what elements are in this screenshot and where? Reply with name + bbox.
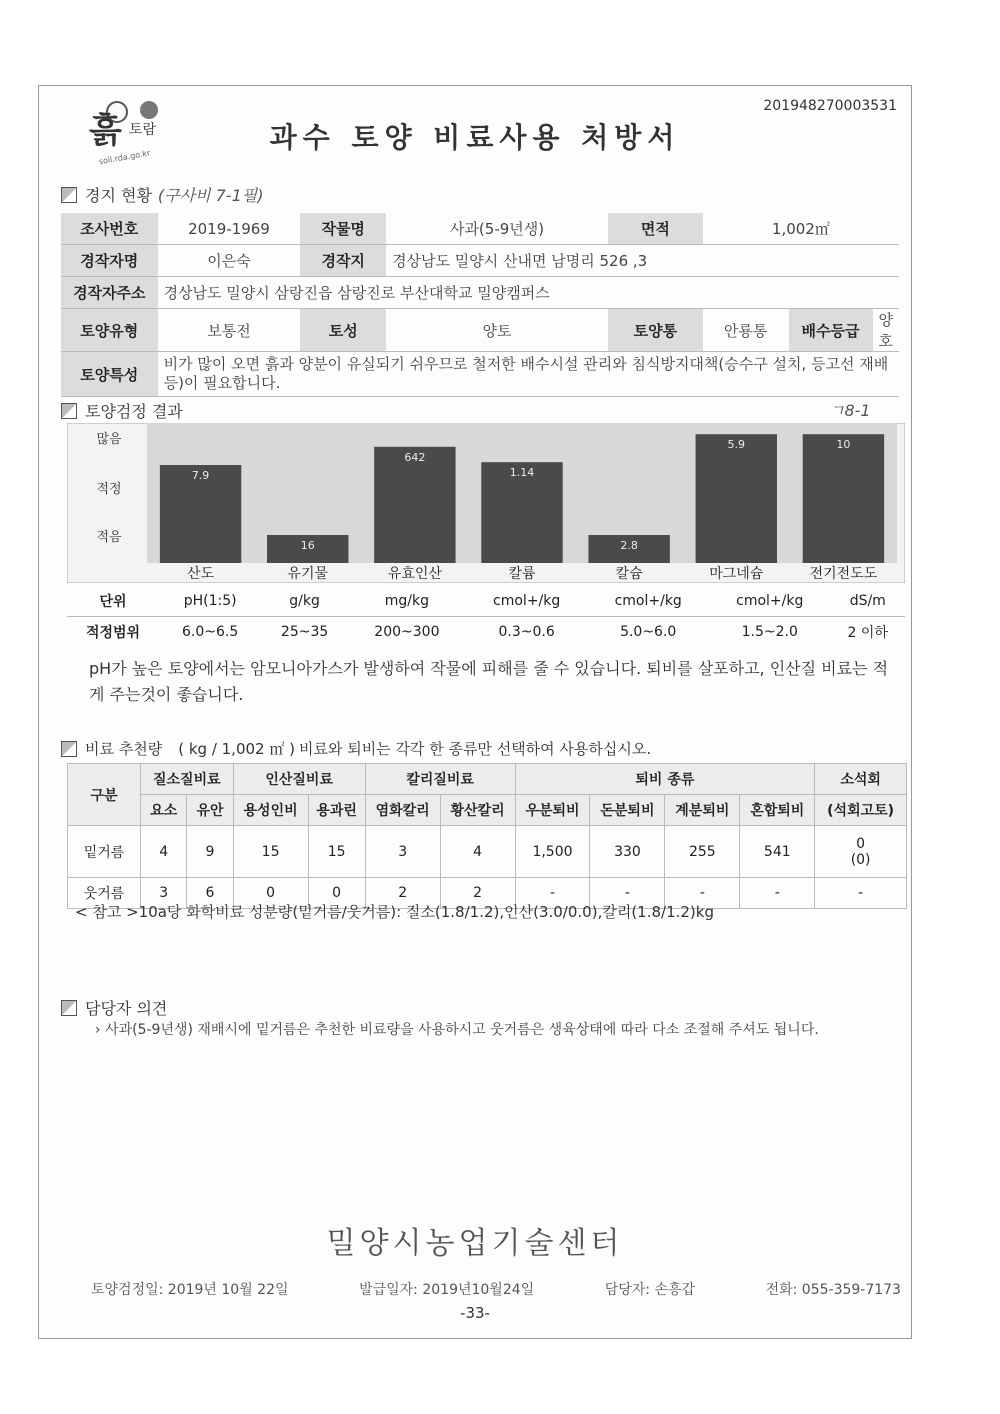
section-field-title: 경지 현황 — [85, 186, 152, 205]
range-cell: 0.3~0.6 — [498, 624, 555, 640]
category-label: 마그네슘 — [709, 566, 764, 582]
category-label: 유효인산 — [387, 566, 442, 582]
survey-no: 2019-1969 — [158, 213, 301, 245]
col-header: 유안 — [187, 795, 233, 826]
soil-test-chart — [67, 423, 905, 583]
field-info-table — [61, 213, 899, 397]
table-cell: 15 — [308, 826, 365, 878]
unit-cell: cmol+/kg — [614, 593, 682, 609]
table-cell: 255 — [665, 826, 740, 878]
col-header: 우분퇴비 — [515, 795, 590, 826]
section-opinion-header — [61, 996, 167, 1019]
handwritten-note: (구사비 7-1필) — [157, 186, 264, 205]
phone: 전화: 055-359-7173 — [765, 1282, 901, 1298]
soil-type-label: 토양유형 — [61, 309, 158, 352]
bar-value-label: 2.8 — [620, 539, 638, 552]
section-icon — [61, 403, 77, 419]
crop: 사과(5-9년생) — [386, 213, 608, 245]
unit-cell: pH(1:5) — [183, 593, 237, 609]
col-header: 염화칼리 — [365, 795, 440, 826]
texture-label: 토성 — [300, 309, 386, 352]
section-opinion-title: 담당자 의견 — [85, 999, 168, 1018]
range-cell: 2 이하 — [847, 625, 888, 641]
bar-value-label: 5.9 — [727, 438, 746, 452]
result-note: pH가 높은 토양에서는 암모니아가스가 발생하여 작물에 피해를 줄 수 있습니다. 퇴비를 살포하고, 인산질 비료는 적게 주는것이 좋습니다. — [89, 659, 889, 704]
bar-value-label: 10 — [836, 438, 851, 452]
chevron-right-icon: › — [95, 1022, 106, 1038]
opinion-text: 사과(5-9년생) 재배시에 밑거름은 추천한 비료량을 사용하시고 웃거름은 생육상태에 따라 다소 조절해 주셔도 됩니다. — [105, 1022, 819, 1038]
table-cell: 3 — [141, 878, 187, 909]
range-label: 적정범위 — [85, 625, 141, 641]
soil-type: 보통전 — [158, 309, 301, 352]
farmer: 이은숙 — [158, 245, 301, 277]
section-icon — [61, 741, 77, 757]
lime-value: 0 — [856, 835, 866, 852]
soil-feature: 비가 많이 오면 흙과 양분이 유실되기 쉬우므로 철저한 배수시설 관리와 침식방지대책(승수구 설치, 등고선 재배등)이 필요합니다. — [158, 352, 899, 397]
unit-cell: dS/m — [849, 593, 886, 609]
table-cell: 541 — [740, 826, 815, 878]
svg-text:토람: 토람 — [129, 122, 157, 138]
col-header: 돈분퇴비 — [590, 795, 665, 826]
location: 경상남도 밀양시 산내면 남명리 526 ,3 — [386, 245, 899, 277]
staff-opinion — [95, 1021, 895, 1039]
farmer-label: 경작자명 — [61, 245, 158, 277]
rec-unit: ( kg / 1,002 ㎡ ) — [178, 740, 295, 758]
table-cell: - — [590, 878, 665, 909]
table-cell: 6 — [187, 878, 233, 909]
area-label: 면적 — [608, 213, 703, 245]
table-cell: - — [815, 878, 907, 909]
range-cell: 25~35 — [280, 624, 329, 640]
bar-value-label: 7.9 — [191, 469, 210, 482]
range-cell: 200~300 — [374, 624, 440, 640]
section-result-header — [61, 399, 183, 422]
row-label: 밑거름 — [68, 826, 141, 878]
location-label: 경작지 — [300, 245, 386, 277]
table-cell — [815, 826, 907, 878]
section-rec-title: 비료 추천량 — [85, 740, 163, 758]
section-result-title: 토양검정 결과 — [85, 402, 183, 421]
category-label: 칼슘 — [615, 566, 643, 582]
address: 경상남도 밀양시 삼랑진읍 삼랑진로 부산대학교 밀양캠퍼스 — [158, 277, 899, 309]
section-field-header — [61, 183, 263, 206]
staff-name: 담당자: 손흥갑 — [604, 1282, 696, 1298]
col-header: 혼합퇴비 — [740, 795, 815, 826]
unit-cell: g/kg — [289, 593, 320, 609]
group-compost: 퇴비 종류 — [515, 764, 815, 795]
series-label: 토양통 — [608, 309, 703, 352]
texture: 양토 — [386, 309, 608, 352]
range-cell: 1.5~2.0 — [741, 624, 798, 640]
page-title: 과수 토양 비료사용 처방서 — [269, 121, 681, 154]
document-id: 201948270003531 — [763, 98, 897, 114]
col-header: 용과린 — [308, 795, 365, 826]
center-name: 밀양시농업기술센터 — [326, 1226, 624, 1261]
reference-note: < 참고 >10a당 화학비료 성분량(밑거름/웃거름): 질소(1.8/1.2),인산(3.0/0.0),칼리(1.8/1.2)kg — [75, 903, 714, 921]
category-label: 전기전도도 — [809, 566, 878, 582]
table-cell: 9 — [187, 826, 233, 878]
table-cell: - — [740, 878, 815, 909]
unit-cell: cmol+/kg — [736, 593, 804, 609]
unit-cell: cmol+/kg — [493, 593, 561, 609]
unit-cell: mg/kg — [384, 593, 430, 609]
survey-no-label: 조사번호 — [61, 213, 158, 245]
col-header: 요소 — [141, 795, 187, 826]
row-label: 웃거름 — [68, 878, 141, 909]
units-table — [67, 586, 905, 647]
col-header: 계분퇴비 — [665, 795, 740, 826]
address-label: 경작자주소 — [61, 277, 158, 309]
document-page — [38, 85, 912, 1339]
table-cell: 2 — [440, 878, 515, 909]
handwritten-mark: ㄱ8-1 — [829, 401, 871, 420]
col-header: 용성인비 — [233, 795, 308, 826]
table-cell: 4 — [141, 826, 187, 878]
fertilizer-table — [67, 763, 907, 909]
chart-bar — [803, 434, 884, 563]
section-icon — [61, 1000, 77, 1016]
table-cell: 0 — [308, 878, 365, 909]
category-label: 산도 — [187, 566, 215, 582]
table-cell: 4 — [440, 826, 515, 878]
series: 안룡통 — [703, 309, 789, 352]
area: 1,002㎡ — [703, 213, 899, 245]
drainage: 양호 — [873, 309, 900, 352]
table-cell: - — [515, 878, 590, 909]
table-cell: 3 — [365, 826, 440, 878]
svg-text:soil.rda.go.kr: soil.rda.go.kr — [98, 148, 151, 166]
svg-text:흙: 흙 — [89, 111, 122, 151]
footer — [91, 1279, 901, 1299]
issue-date: 발급일자: 2019년10월24일 — [359, 1282, 535, 1298]
bar-value-label: 1.14 — [509, 466, 535, 480]
level-label: 적정 — [96, 482, 122, 497]
group-phosphate: 인산질비료 — [233, 764, 365, 795]
drainage-label: 배수등급 — [789, 309, 873, 352]
units-label: 단위 — [99, 594, 127, 610]
col-group-label: 구분 — [68, 764, 141, 826]
bar-value-label: 642 — [404, 450, 426, 464]
chart-bar — [374, 447, 455, 563]
level-label: 많음 — [96, 432, 122, 447]
group-lime: 소석회 — [815, 764, 907, 795]
col-header: (석회고토) — [815, 795, 907, 826]
bar-value-label: 16 — [300, 539, 315, 552]
category-label: 칼륨 — [508, 566, 536, 582]
range-cell: 6.0~6.5 — [182, 624, 239, 640]
lime-extra: (0) — [850, 851, 871, 868]
group-nitrogen: 질소질비료 — [141, 764, 234, 795]
group-potash: 칼리질비료 — [365, 764, 515, 795]
table-cell: 330 — [590, 826, 665, 878]
level-label: 적음 — [96, 530, 122, 545]
crop-label: 작물명 — [300, 213, 386, 245]
section-rec-header — [61, 738, 651, 759]
rec-note: 비료와 퇴비는 각각 한 종류만 선택하여 사용하십시오. — [298, 740, 652, 758]
section-icon — [61, 187, 77, 203]
table-cell: - — [665, 878, 740, 909]
chart-bar — [696, 434, 777, 563]
page-number: -33- — [460, 1304, 490, 1322]
table-cell: 15 — [233, 826, 308, 878]
table-cell: 0 — [233, 878, 308, 909]
col-header: 황산칼리 — [440, 795, 515, 826]
range-cell: 5.0~6.0 — [620, 624, 677, 640]
category-label: 유기물 — [287, 566, 329, 582]
test-date: 토양검정일: 2019년 10월 22일 — [91, 1282, 289, 1298]
table-cell: 1,500 — [515, 826, 590, 878]
feature-label: 토양특성 — [61, 352, 158, 397]
table-cell: 2 — [365, 878, 440, 909]
